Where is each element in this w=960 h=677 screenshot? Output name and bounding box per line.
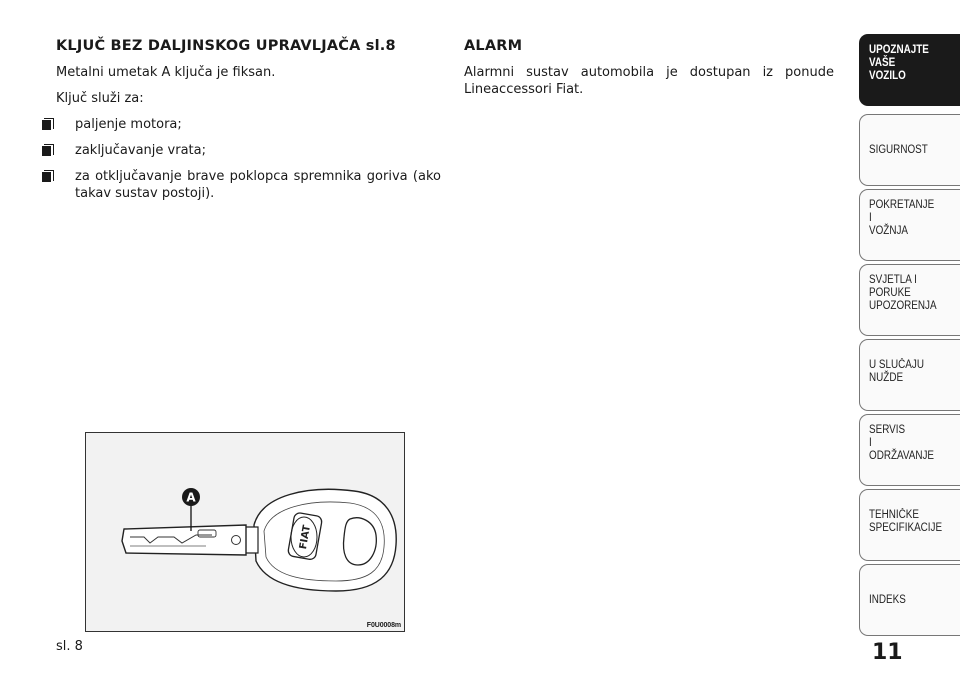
tab-u-slucaju-nuzde[interactable]: [859, 339, 960, 411]
tab-indeks[interactable]: [859, 564, 960, 636]
tab-label: TEHNIČKE SPECIFIKACIJE: [869, 509, 943, 534]
tab-label: INDEKS: [869, 594, 906, 606]
page-number: 11: [872, 640, 903, 665]
tab-label: SIGURNOST: [869, 144, 928, 156]
left-column: [56, 38, 441, 211]
list-item: [56, 168, 441, 202]
key-usage-intro: Ključ služi za:: [56, 91, 144, 106]
key-usage-list: [56, 116, 441, 202]
fiat-logo-text: FIAT: [297, 524, 314, 551]
checkbox-bullet-icon: [42, 170, 53, 182]
tab-servis-i-odrzavanje[interactable]: [859, 414, 960, 486]
list-item-text: paljenje motora;: [75, 117, 182, 132]
tab-upoznajte-vase-vozilo[interactable]: [859, 34, 960, 106]
tab-label: SERVIS I ODRŽAVANJE: [869, 424, 935, 462]
tab-label: POKRETANJE I VOŽNJA: [869, 199, 935, 237]
list-item-text: za otključavanje brave poklopca spremnika goriva (ako takav sustav postoji).: [75, 169, 441, 201]
tab-tehnicke-specifikacije[interactable]: [859, 489, 960, 561]
tab-pokretanje-i-voznja[interactable]: [859, 189, 960, 261]
tab-label: U SLUČAJU NUŽDE: [869, 359, 924, 384]
figure-code: F0U0008m: [366, 622, 401, 629]
tab-label: UPOZNAJTE VAŠE VOZILO: [869, 44, 929, 82]
key-insert-text: Metalni umetak A ključa je fiksan.: [56, 65, 276, 80]
list-item: [56, 116, 441, 133]
section-title-alarm: ALARM: [464, 38, 523, 54]
figure-caption: sl. 8: [56, 639, 83, 654]
right-column: [464, 38, 834, 107]
tab-svjetla-i-poruke-upozorenja[interactable]: [859, 264, 960, 336]
alarm-text: Alarmni sustav automobila je dostupan iz ponude Lineaccessori Fiat.: [464, 65, 834, 97]
section-title-key: KLJUČ BEZ DALJINSKOG UPRAVLJAČA sl.8: [56, 38, 396, 54]
key-figure: [85, 432, 405, 632]
checkbox-bullet-icon: [42, 144, 53, 156]
tab-label: SVJETLA I PORUKE UPOZORENJA: [869, 274, 937, 312]
list-item-text: zaključavanje vrata;: [75, 143, 206, 158]
list-item: [56, 142, 441, 159]
chapter-tabs: [859, 0, 960, 677]
tab-sigurnost[interactable]: [859, 114, 960, 186]
callout-marker-a: A: [186, 490, 196, 505]
checkbox-bullet-icon: [42, 118, 53, 130]
key-illustration: [86, 433, 406, 633]
